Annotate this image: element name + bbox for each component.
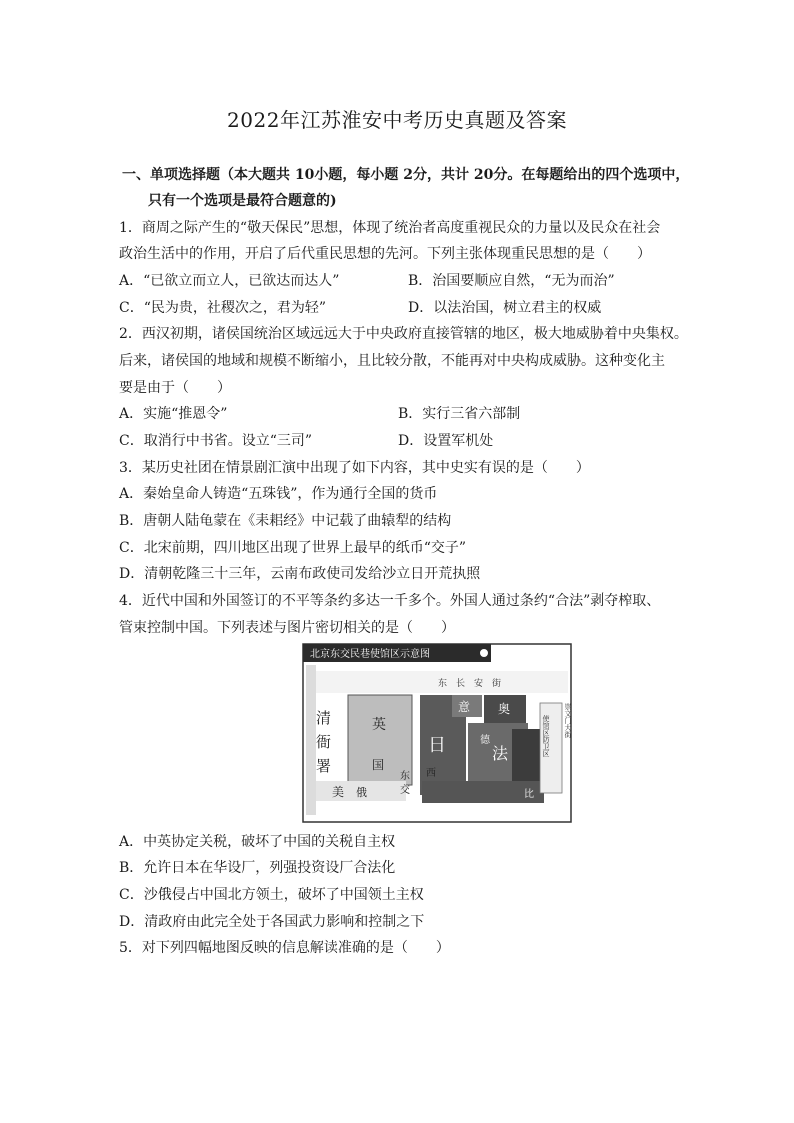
- q2-option-d: D．设置军机处: [398, 433, 494, 449]
- map-caption: 北京东交民巷使馆区示意图: [310, 649, 430, 660]
- q3-stem-line1: 3．某历史社团在情景剧汇演中出现了如下内容，其中史实有误的是（ ）: [119, 460, 590, 476]
- map-label-street-top: 东 长 安 街: [438, 679, 502, 689]
- map-caption-dot: [479, 648, 489, 658]
- map-label-dong: 东: [400, 771, 410, 782]
- q1-stem-line1: 1．商周之际产生的“敬天保民”思想，体现了统治者高度重视民众的力量以及民众在社会: [119, 220, 661, 236]
- legation-quarter-map: [302, 643, 584, 823]
- q2-option-c: C．取消行中书省。设立“三司”: [119, 433, 313, 449]
- q4-option-b: B．允许日本在华设厂，列强投资设厂合法化: [119, 860, 396, 876]
- map-street-left: [306, 665, 316, 815]
- q2-stem-line1: 2．西汉初期，诸侯国统治区域远远大于中央政府直接管辖的地区，极大地威胁着中央集权。: [119, 326, 688, 342]
- q2-stem-line3: 要是由于（ ）: [119, 380, 231, 396]
- q1-option-b: B．治国要顺应自然，“无为而治”: [408, 273, 615, 289]
- map-label-de: 德: [480, 735, 490, 746]
- q1-option-d: D．以法治国，树立君主的权威: [408, 300, 602, 316]
- map-label-xi: 西: [426, 768, 436, 779]
- q3-option-b: B．唐朝人陆龟蒙在《耒耜经》中记载了曲辕犁的结构: [119, 513, 452, 529]
- map-label-fa: 法: [492, 744, 509, 763]
- map-label-shu: 署: [316, 757, 332, 775]
- section-heading-line1: 一、单项选择题（本大题共 10小题，每小题 2分，共计 20分。在每题给出的四个选项中，: [122, 167, 690, 183]
- q4-option-c: C．沙俄侵占中国北方领土，破坏了中国领土主权: [119, 887, 424, 903]
- map-label-wei: 衙: [316, 733, 332, 751]
- map-label-yi: 意: [458, 700, 471, 714]
- q4-option-d: D．清政府由此完全处于各国武力影响和控制之下: [119, 914, 425, 930]
- q3-option-d: D．清朝乾隆三十三年，云南布政使司发给沙立日开荒执照: [119, 566, 481, 582]
- q5-stem-line1: 5．对下列四幅地图反映的信息解读准确的是（ ）: [119, 940, 450, 956]
- map-label-ri: 日: [428, 735, 446, 756]
- q4-stem-line1: 4．近代中国和外国签订的不平等条约多达一千多个。外国人通过条约“合法”剥夺榨取、: [119, 593, 661, 609]
- map-label-right-gate: 崇文门大街: [564, 703, 572, 738]
- map-label-ying: 英: [372, 717, 386, 733]
- map-label-guo: 国: [372, 758, 385, 772]
- map-label-right-block: 使馆区防卫区: [542, 715, 550, 757]
- q2-option-b: B．实行三省六部制: [398, 406, 521, 422]
- map-label-e: 俄: [356, 786, 367, 799]
- map-label-jiao: 交: [400, 785, 410, 796]
- q1-option-a: A．“已欲立而立人，已欲达而达人”: [119, 273, 340, 289]
- map-label-ao: 奥: [498, 702, 511, 716]
- q1-option-c: C．“民为贵，社稷次之，君为轻”: [119, 300, 327, 316]
- q3-option-c: C．北宋前期，四川地区出现了世界上最早的纸币“交子”: [119, 540, 467, 556]
- q1-stem-line2: 政治生活中的作用，开启了后代重民思想的先河。下列主张体现重民思想的是（ ）: [119, 246, 651, 262]
- q4-option-a: A．中英协定关税，破坏了中国的关税自主权: [119, 834, 396, 850]
- map-label-bi: 比: [524, 789, 534, 800]
- section-heading-line2: 只有一个选项是最符合题意的): [148, 193, 337, 209]
- q3-option-a: A．秦始皇命人铸造“五珠钱”，作为通行全国的货币: [119, 486, 438, 502]
- map-label-mei: 美: [332, 785, 345, 799]
- q2-option-a: A．实施“推恩令”: [119, 406, 228, 422]
- map-block-germany: [512, 729, 542, 785]
- map-label-qing: 清: [316, 709, 332, 727]
- q2-stem-line2: 后来，诸侯国的地域和规模不断缩小，且比较分散，不能再对中央构成威胁。这种变化主: [119, 353, 665, 369]
- q4-stem-line2: 管束控制中国。下列表述与图片密切相关的是（ ）: [119, 620, 455, 636]
- page-title: 2022年江苏淮安中考历史真题及答案: [227, 108, 567, 132]
